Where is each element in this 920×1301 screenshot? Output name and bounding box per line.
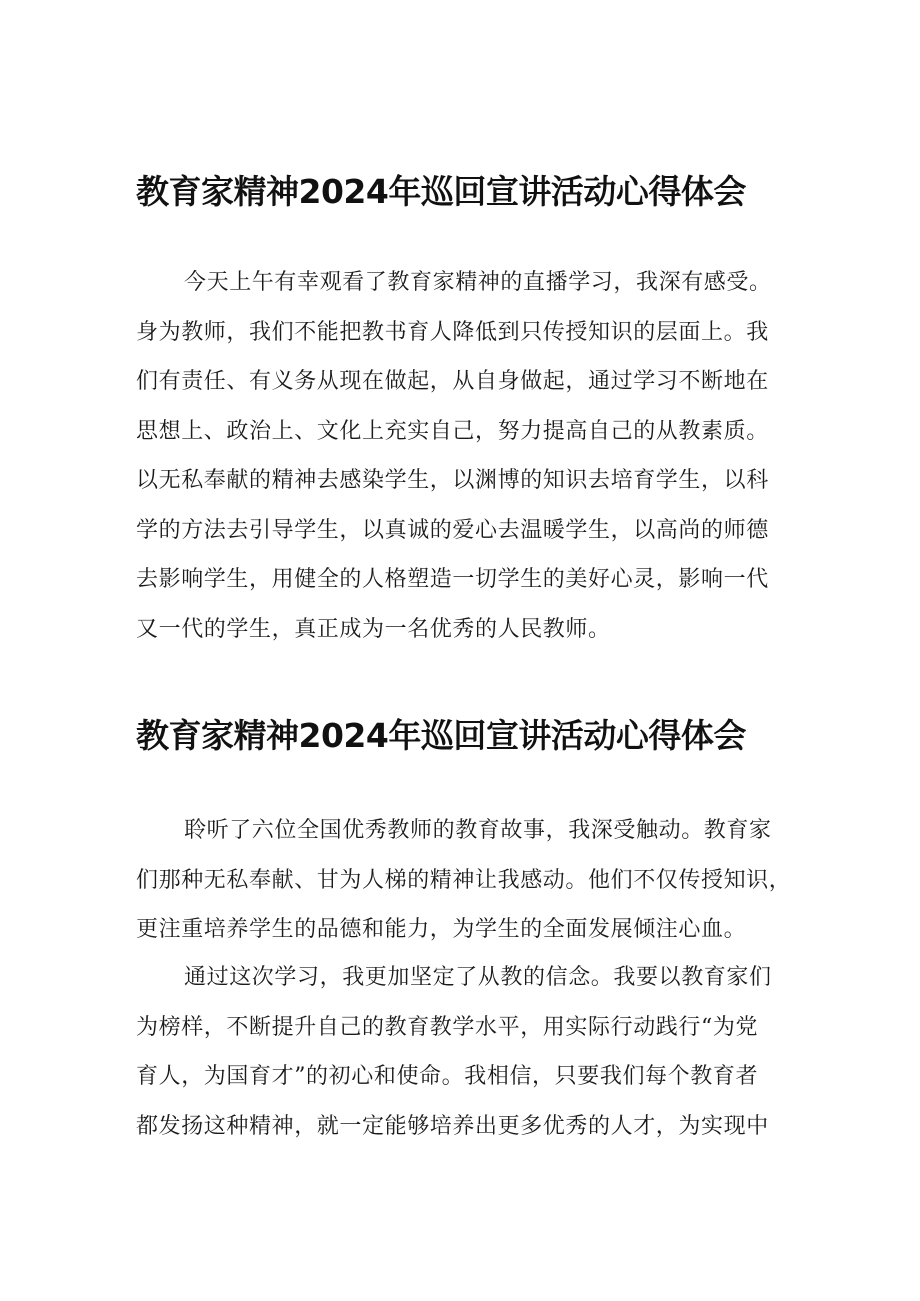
section-title: 教育家精神2024年巡回宣讲活动心得体会 — [136, 716, 746, 755]
paragraph-line: 们那种无私奉献、甘为人梯的精神让我感动。他们不仅传授知识， — [136, 867, 792, 893]
paragraph-line: 聆听了六位全国优秀教师的教育故事，我深受触动。教育家 — [184, 818, 772, 843]
paragraph-line: 都发扬这种精神，就一定能够培养出更多优秀的人才，为实现中 — [136, 1113, 769, 1139]
paragraph-line: 身为教师，我们不能把教书育人降低到只传授知识的层面上。我 — [136, 319, 769, 345]
paragraph — [136, 953, 796, 1151]
paragraph-line: 通过这次学习，我更加坚定了从教的信念。我要以教育家们 — [184, 965, 772, 990]
paragraph-line: 以无私奉献的精神去感染学生，以渊博的知识去培育学生，以科 — [136, 468, 769, 493]
paragraph — [136, 258, 796, 654]
paragraph-line: 们有责任、有义务从现在做起，从自身做起，通过学习不断地在 — [136, 369, 769, 394]
section-title: 教育家精神2024年巡回宣讲活动心得体会 — [136, 172, 746, 211]
paragraph-line: 更注重培养学生的品德和能力，为学生的全面发展倾注心血。 — [136, 917, 747, 942]
paragraph-line: 学的方法去引导学生，以真诚的爱心去温暖学生，以高尚的师德 — [136, 517, 769, 543]
paragraph-line: 为榜样，不断提升自己的教育教学水平，用实际行动践行“为党 — [136, 1014, 759, 1040]
paragraph-line: 今天上午有幸观看了教育家精神的直播学习，我深有感受。 — [184, 270, 772, 295]
paragraph-line: 育人，为国育才”的初心和使命。我相信，只要我们每个教育者 — [136, 1064, 759, 1089]
paragraph — [136, 806, 796, 955]
paragraph-line: 又一代的学生，真正成为一名优秀的人民教师。 — [136, 616, 611, 642]
paragraph-line: 去影响学生，用健全的人格塑造一切学生的美好心灵，影响一代 — [136, 567, 769, 592]
paragraph-line: 思想上、政治上、文化上充实自己，努力提高自己的从教素质。 — [136, 418, 769, 444]
